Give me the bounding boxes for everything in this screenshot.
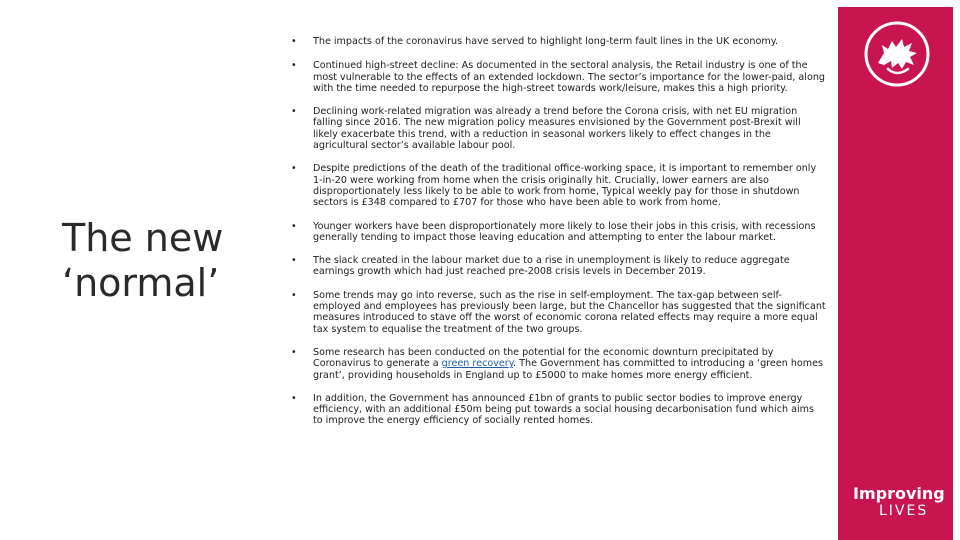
bullet-text: Declining work-related migration was already a trend before the Corona crisis, with net EU migration falling since 2016. The new migration policy measures envisioned by the Government post-Brexit will likely exacerbate this trend, with a reduction in seasonal workers likely to effect changes in the agricultural sector’s available labour pool. — [313, 106, 801, 152]
slide-title — [62, 216, 262, 306]
brand-line-2: LIVES — [879, 503, 929, 519]
bullet-dot: • — [291, 36, 297, 47]
bullet-dot: • — [291, 60, 297, 72]
bullet-list — [288, 36, 826, 427]
brand-line-1: Improving — [853, 484, 945, 503]
title-line-1: The new — [62, 216, 224, 260]
bullet-item — [288, 347, 826, 381]
dragon-emblem-icon — [862, 19, 932, 89]
bullet-dot: • — [291, 220, 297, 232]
bullet-item — [288, 221, 826, 244]
bullet-text: Some trends may go into reverse, such as the rise in self-employment. The tax-gap between self-employed and employees has previously been large, but the Chancellor has suggested that the significant measures introduced to stave off the worst of economic corona related effects may require a more equal tax system to equalise the treatment of the two groups. — [313, 289, 826, 335]
bullet-text-start: Some research has been conducted on the potential for the economic downturn precipitated by Coronavirus to generate a — [313, 346, 774, 370]
bullet-dot: • — [291, 392, 297, 404]
bullet-text: Despite predictions of the death of the traditional office-working space, it is important to remember only 1-in-20 were working from home when the crisis originally hit. Crucially, lower earners are also disproportionately less likely to be able to work from home, Typical weekly pay for those in shutdown sectors is £348 compared to £707 for those who have been able to work from home. — [313, 163, 817, 209]
bullet-item — [288, 163, 826, 208]
brand-logo — [853, 485, 949, 519]
bullet-item — [288, 60, 826, 94]
bullet-item — [288, 393, 826, 427]
bullet-dot: • — [291, 346, 297, 358]
bullet-item — [288, 290, 826, 335]
bullet-text: The impacts of the coronavirus have served to highlight long-term fault lines in the UK economy. — [313, 36, 779, 47]
bullet-text: In addition, the Government has announced £1bn of grants to public sector bodies to improve energy efficiency, with an additional £50m being put towards a social housing decarbonisation fund which aims to improve the energy efficiency of socially rented homes. — [313, 392, 815, 427]
bullet-dot: • — [291, 106, 297, 118]
bullet-text: The slack created in the labour market due to a rise in unemployment is likely to reduce aggregate earnings growth which had just reached pre-2008 crisis levels in December 2019. — [313, 255, 790, 278]
bullet-item — [288, 255, 826, 278]
bullet-dot: • — [291, 289, 297, 301]
green-recovery-link[interactable]: green recovery — [441, 358, 514, 370]
bullet-text-end: . The Government has committed to introducing a ‘green homes grant’, providing households in England up to £5000 to make homes more energy efficient. — [313, 358, 824, 381]
bullet-dot: • — [291, 163, 297, 175]
bullet-text: Younger workers have been disproportionately more likely to lose their jobs in this crisis, with recessions generally tending to impact those leaving education and attempting to enter the labour market. — [313, 220, 816, 243]
brand-panel — [838, 7, 953, 540]
bullet-item — [288, 36, 826, 47]
title-line-2: ‘normal’ — [62, 261, 220, 305]
bullet-item — [288, 106, 826, 151]
bullet-text: Continued high-street decline: As documented in the sectoral analysis, the Retail industry is one of the most vulnerable to the effects of an extended lockdown. The sector’s importance for the lower-paid, along with the time needed to repurpose the high-street towards work/leisure, makes this a high priority. — [313, 60, 826, 94]
bullet-dot: • — [291, 255, 297, 267]
